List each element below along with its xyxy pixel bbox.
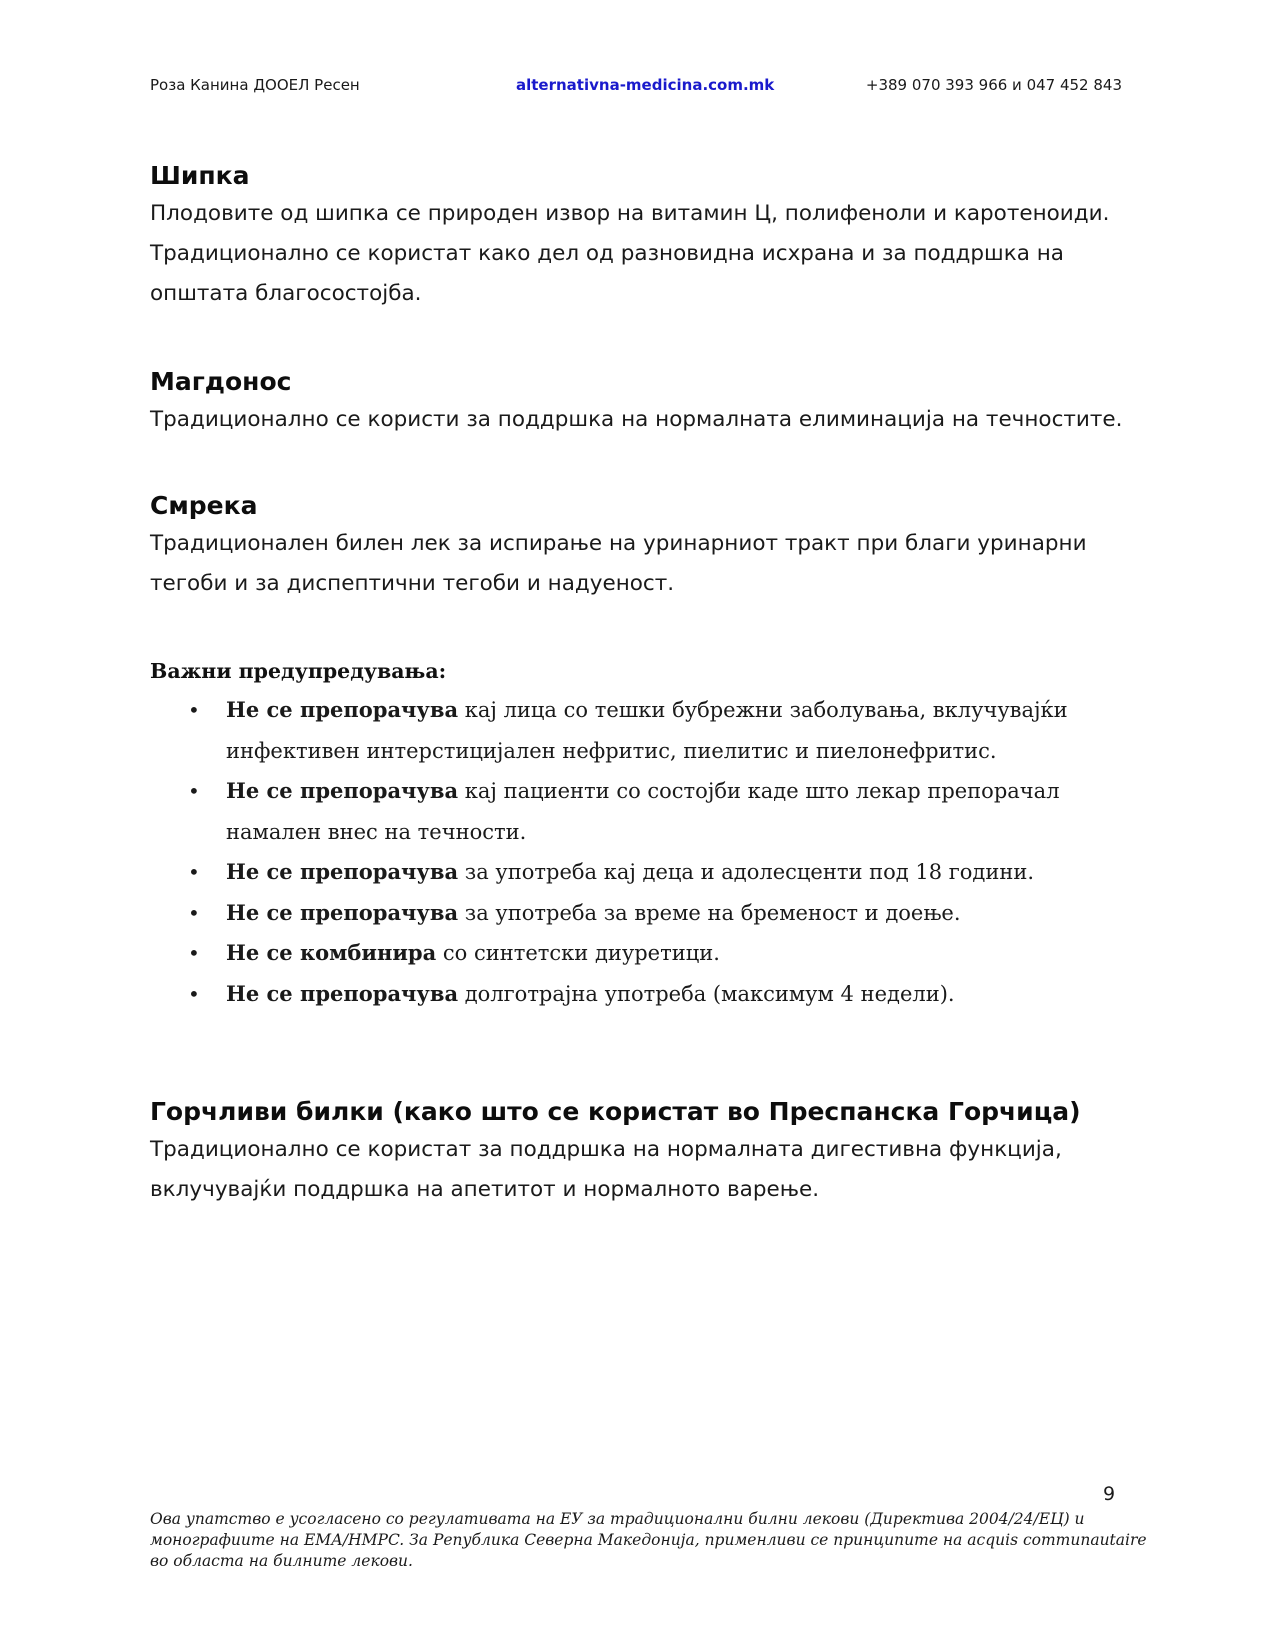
text-line: Традиционално се користат за поддршка на нормалната дигестивна функција,	[150, 1137, 1062, 1162]
section-text	[150, 194, 1130, 314]
phone-numbers: +389 070 393 966 и 047 452 843	[865, 76, 1122, 94]
section-rosehip	[150, 158, 1130, 314]
section-text	[150, 1130, 1140, 1210]
section-text	[150, 524, 1130, 604]
warnings-list	[150, 690, 1130, 1014]
bullet-icon: •	[188, 981, 200, 1006]
text-line: Традиционално се користат како дел од разновидна исхрана и за поддршка на	[150, 241, 1064, 266]
bullet-icon: •	[188, 860, 200, 884]
company-name: Роза Канина ДООЕЛ Ресен	[150, 76, 360, 94]
warning-text: со синтетски диуретици.	[436, 941, 720, 965]
footer-line: во областа на билните лекови.	[150, 1552, 413, 1570]
section-title: Шипка	[150, 161, 250, 190]
bullet-icon: •	[188, 779, 200, 803]
bullet-icon: •	[188, 900, 200, 925]
bullet-icon: •	[188, 698, 200, 722]
warning-text: за употреба кај деца и адолесценти под 18 години.	[458, 860, 1035, 884]
warning-emphasis: Не се препорачува	[226, 859, 459, 884]
warnings-title: Важни предупредувања:	[150, 659, 447, 683]
page-header	[150, 76, 1122, 100]
footer-line: монографиите на ЕМА/HMPC. За Република Северна Македонија, применливи се принципите на acquis communautaire	[150, 1531, 1147, 1549]
warning-item	[150, 690, 1130, 771]
footer-line: Ова упатство е усогласено со регулативата на ЕУ за традиционални билни лекови (Директива 2004/24/ЕЦ) и	[150, 1510, 1085, 1528]
warning-text: кај пациенти со состојби каде што лекар препорачал	[458, 779, 1060, 803]
text-line: Традиционално се користи за поддршка на нормалната елиминација на течностите.	[150, 407, 1123, 432]
section-title: Горчливи билки (како што се користат во Преспанска Горчица)	[150, 1097, 1081, 1126]
warning-text: инфективен интерстицијален нефритис, пиелитис и пиелонефритис.	[226, 738, 997, 763]
warning-emphasis: Не се комбинира	[226, 940, 437, 965]
section-title: Магдонос	[150, 367, 292, 396]
text-line: вклучувајќи поддршка на апетитот и нормалното варење.	[150, 1177, 820, 1202]
text-line: тегоби и за диспептични тегоби и надуеност.	[150, 571, 675, 596]
text-line: општата благосостојба.	[150, 281, 422, 306]
warning-emphasis: Не се препорачува	[226, 778, 459, 803]
warning-text: намален внес на течности.	[226, 819, 527, 844]
warning-text: долготрајна употреба (максимум 4 недели).	[458, 981, 955, 1006]
warning-emphasis: Не се препорачува	[226, 899, 459, 925]
warning-item	[150, 771, 1130, 852]
website-link[interactable]: alternativna-medicina.com.mk	[516, 76, 775, 94]
warning-item	[150, 974, 1130, 1015]
page-number: 9	[1103, 1483, 1116, 1505]
warning-emphasis: Не се препорачува	[226, 980, 459, 1006]
warning-item	[150, 852, 1130, 893]
warning-text: за употреба за време на бременост и доење.	[458, 900, 961, 925]
warnings-block	[150, 652, 1130, 1014]
warning-text: кај лица со тешки бубрежни заболувања, вклучувајќи	[458, 698, 1068, 722]
section-text	[150, 400, 1130, 440]
section-juniper	[150, 488, 1130, 604]
warning-item	[150, 893, 1130, 934]
text-line: Плодовите од шипка се природен извор на витамин Ц, полифеноли и каротеноиди.	[150, 201, 1110, 226]
text-line: Традиционален билен лек за испирање на уринарниот тракт при благи уринарни	[150, 531, 1087, 556]
page-footer	[150, 1509, 1147, 1572]
section-title: Смрека	[150, 491, 258, 520]
bullet-icon: •	[188, 941, 200, 965]
warning-item	[150, 933, 1130, 974]
section-parsley	[150, 364, 1130, 440]
warning-emphasis: Не се препорачува	[226, 697, 459, 722]
section-bitter-herbs	[150, 1094, 1140, 1210]
